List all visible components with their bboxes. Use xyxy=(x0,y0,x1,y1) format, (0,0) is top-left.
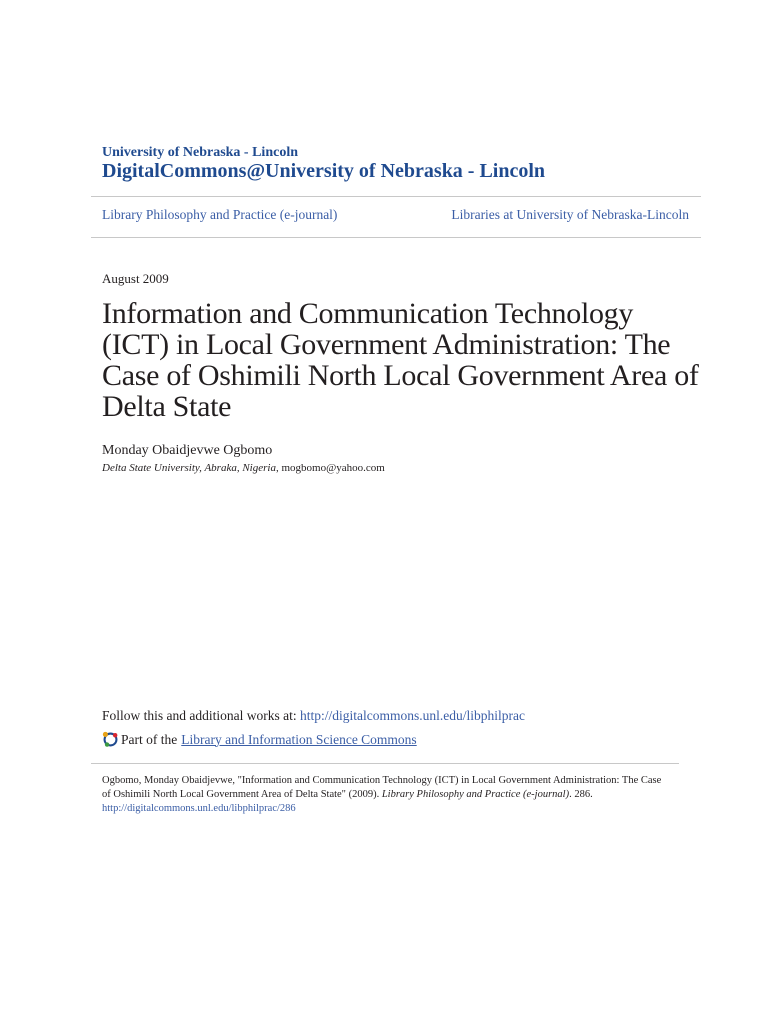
series-link[interactable]: Library Philosophy and Practice (e-journal) xyxy=(102,207,338,222)
follow-url-link[interactable]: http://digitalcommons.unl.edu/libphilprac xyxy=(300,708,525,723)
collection-link[interactable]: Libraries at University of Nebraska-Lincoln xyxy=(451,207,689,222)
citation-url-link[interactable]: http://digitalcommons.unl.edu/libphilprac/286 xyxy=(102,803,296,814)
commons-link[interactable]: Library and Information Science Commons xyxy=(181,731,417,747)
author-affiliation xyxy=(102,462,385,474)
publication-date: August 2009 xyxy=(102,271,169,286)
part-of-line xyxy=(102,731,417,748)
part-of-label: Part of the xyxy=(121,731,178,747)
divider-citation xyxy=(91,763,679,764)
paper-title: Information and Communication Technology (ICT) in Local Government Administration: The Case of Oshimili North Local Government Area of Delta State xyxy=(102,297,699,423)
repository-link[interactable]: DigitalCommons@University of Nebraska - Lincoln xyxy=(102,160,546,182)
citation-journal: Library Philosophy and Practice (e-journal) xyxy=(381,789,570,800)
follow-label: Follow this and additional works at: xyxy=(102,708,300,723)
citation-text: Ogbomo, Monday Obaidjevwe, "Information and Communication Technology (ICT) in Local Government Administration: The Case of Oshimili North Local Government Area of Delta State" (2009). xyxy=(102,775,662,800)
institution-link[interactable]: University of Nebraska - Lincoln xyxy=(102,145,298,160)
follow-line xyxy=(102,708,525,724)
divider-top xyxy=(91,196,701,197)
network-commons-icon xyxy=(102,731,119,748)
affiliation-text: Delta State University, Abraka, Nigeria xyxy=(102,462,276,474)
author-name: Monday Obaidjevwe Ogbomo xyxy=(102,443,273,458)
divider-bottom xyxy=(91,237,701,238)
author-email: , mogbomo@yahoo.com xyxy=(275,462,385,474)
citation-number: . 286. xyxy=(569,789,593,800)
citation-block xyxy=(102,774,662,816)
